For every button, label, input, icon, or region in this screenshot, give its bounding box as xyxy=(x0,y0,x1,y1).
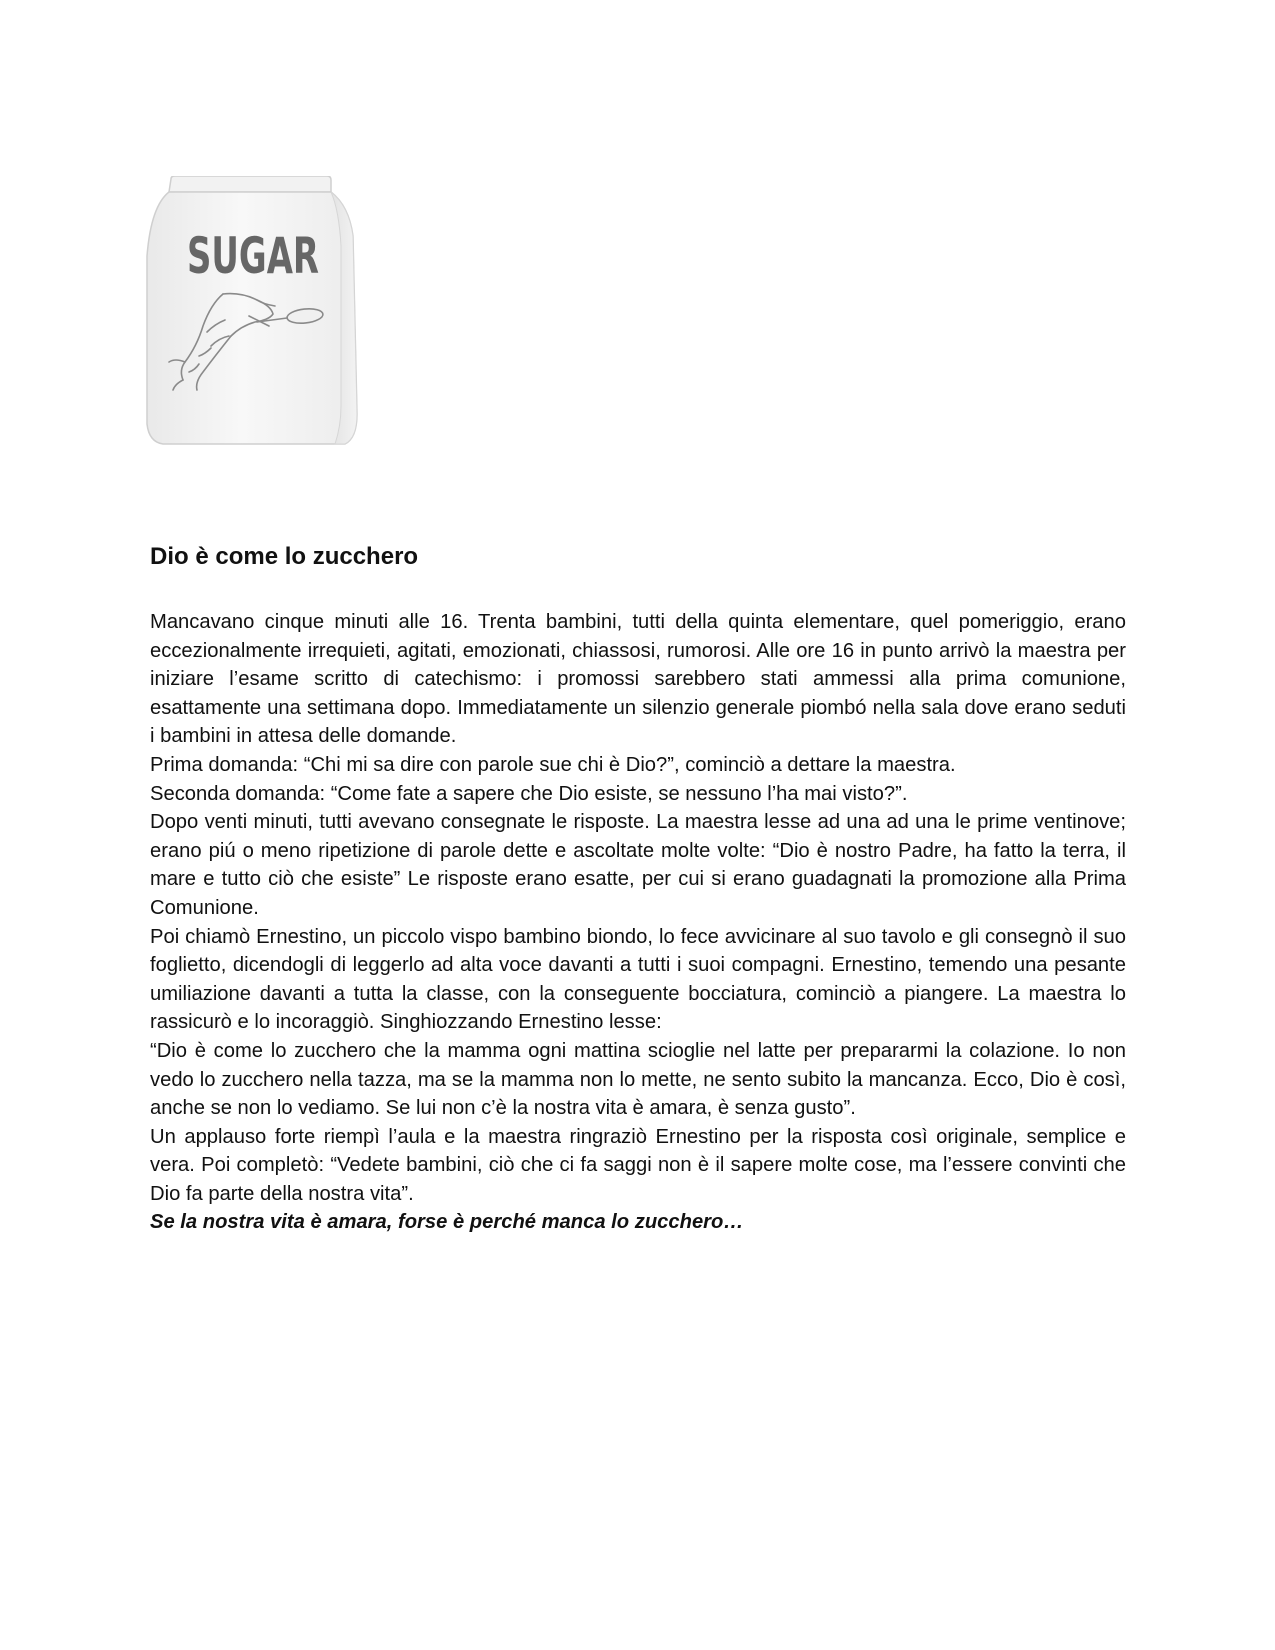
bag-top-fold xyxy=(169,176,331,192)
sugar-bag-svg xyxy=(145,176,371,464)
paragraph-applause: Un applauso forte riempì l’aula e la maestra ringraziò Ernestino per la risposta così originale, semplice e vera. Poi completò: “Vedete bambini, ciò che ci fa saggi non è il sapere molte cose, ma l’essere convinti che Dio fa parte della nostra vita”. xyxy=(150,1125,1126,1205)
paragraph-question-2: Seconda domanda: “Come fate a sapere che Dio esiste, se nessuno l’ha mai visto?”. xyxy=(150,782,908,805)
paragraph-intro: Mancavano cinque minuti alle 16. Trenta bambini, tutti della quinta elementare, quel pomeriggio, erano eccezionalmente irrequieti, agitati, emozionati, chiassosi, rumorosi. Alle ore 16 in punto arrivò la maestra per iniziare l’esame scritto di catechismo: i promossi sarebbero stati ammessi alla prima comunione, esattamente una settimana dopo. Immediatamente un silenzio generale piombó nella sala dove erano seduti i bambini in attesa delle domande. xyxy=(150,611,1126,748)
article-title: Dio è come lo zucchero xyxy=(150,543,419,570)
closing-line: Se la nostra vita è amara, forse è perché manca lo zucchero… xyxy=(150,1211,744,1234)
paragraph-ernestino: Poi chiamò Ernestino, un piccolo vispo bambino biondo, lo fece avvicinare al suo tavolo e gli consegnò il suo foglietto, dicendogli di leggerlo ad alta voce davanti a tutti i suoi compagni. Ernestino, temendo una pesante umiliazione davanti a tutta la classe, con la conseguente bocciatura, cominciò a piangere. La maestra lo rassicurò e lo incoraggiò. Singhiozzando Ernestino lesse: xyxy=(150,925,1126,1034)
article xyxy=(150,542,1126,1237)
paragraph-sugar-answer: “Dio è come lo zucchero che la mamma ogni mattina scioglie nel latte per prepararmi la colazione. Io non vedo lo zucchero nella tazza, ma se la mamma non lo mette, ne sento subito la mancanza. Ecco, Dio è così, anche se non lo vediamo. Se lui non c’è la nostra vita è amara, è senza gusto”. xyxy=(150,1039,1126,1120)
paragraph-question-1: Prima domanda: “Chi mi sa dire con parole sue chi è Dio?”, cominciò a dettare la maestra. xyxy=(150,753,956,776)
paragraph-answers: Dopo venti minuti, tutti avevano consegnate le risposte. La maestra lesse ad una ad una le prime ventinove; erano piú o meno ripetizione di parole dette e ascoltate molte volte: “Dio è nostro Padre, ha fatto la terra, il mare e tutto ciò che esiste” Le risposte erano esatte, per cui si erano guadagnati la promozione alla Prima Comunione. xyxy=(150,811,1126,919)
article-body xyxy=(150,608,1126,1237)
sugar-bag-icon xyxy=(145,176,371,464)
bag-label: SUGAR xyxy=(187,227,319,285)
